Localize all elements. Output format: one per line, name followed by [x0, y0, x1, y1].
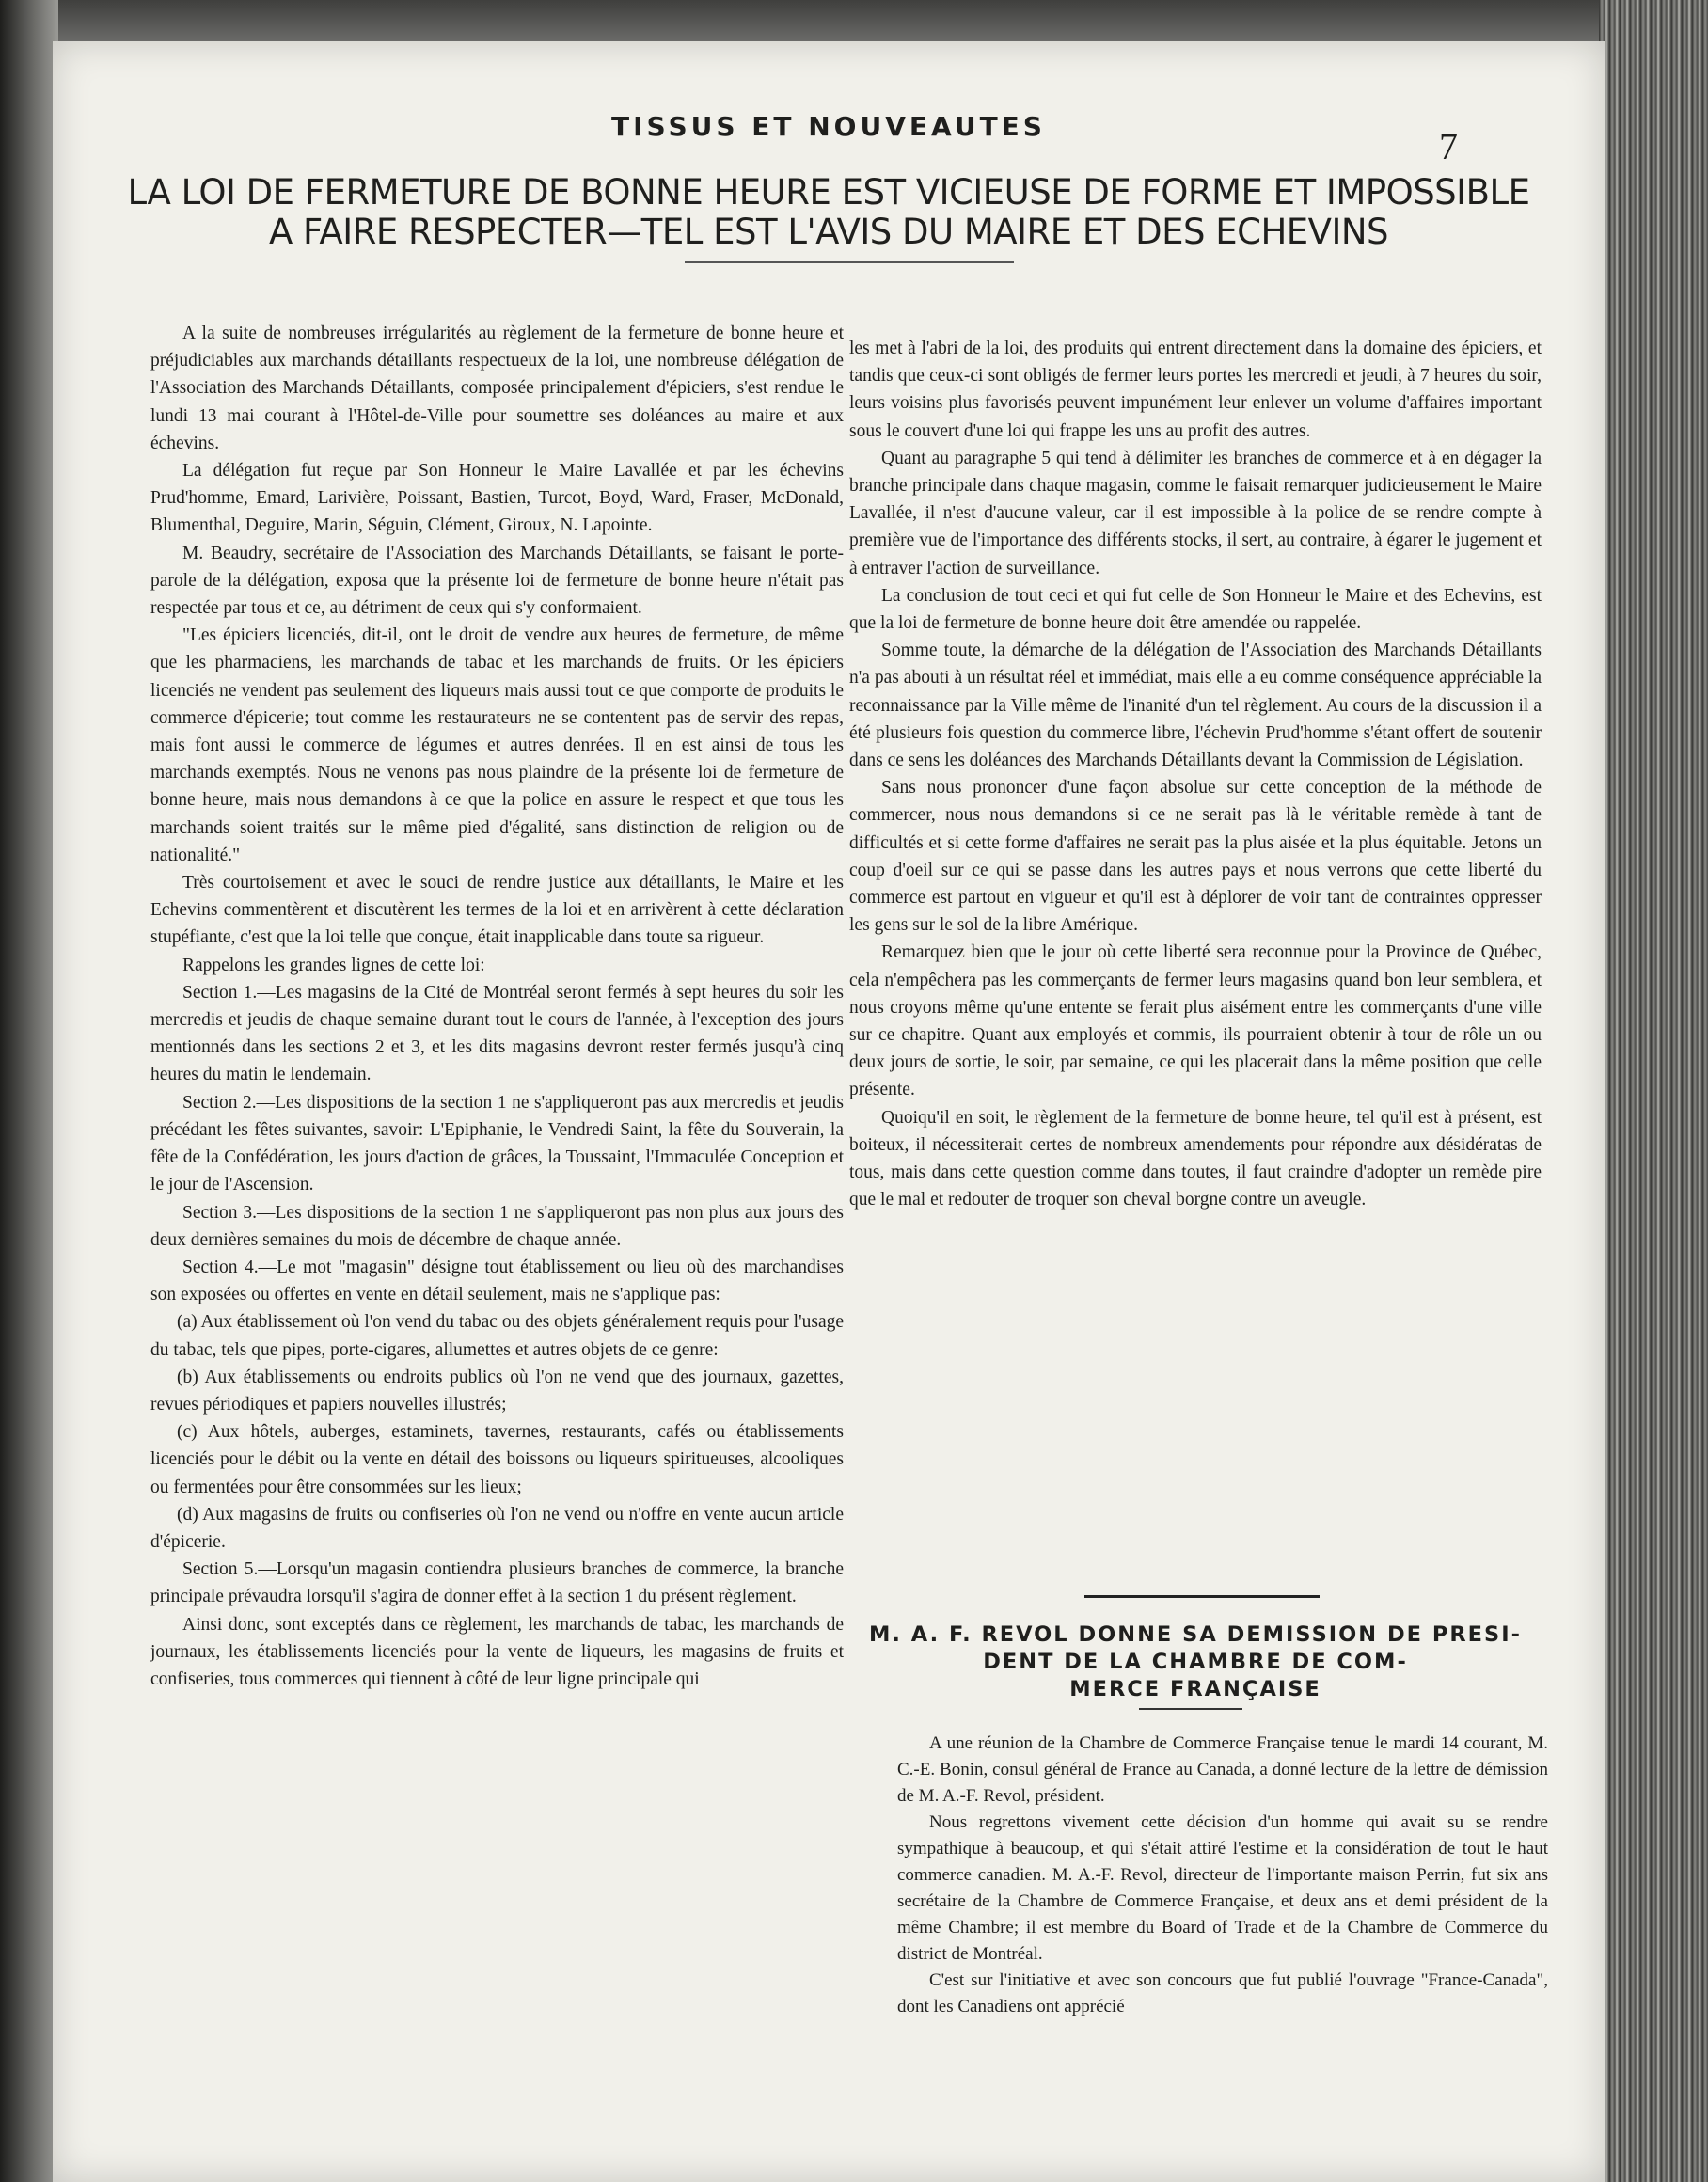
paragraph: Section 2.—Les dispositions de la section 1 ne s'appliqueront pas aux mercredis et jeudis précédant les fêtes suivantes, savoir: L'Epiphanie, le Vendredi Saint, la fête du Souverain, la fête de la Confédération, les jours d'action de grâces, la Toussaint, l'Immaculée Conception et le jour de l'Ascension.: [150, 1092, 844, 1195]
paragraph: A la suite de nombreuses irrégularités au règlement de la fermeture de bonne heure et préjudiciables aux marchands détaillants respectueux de la loi, une nombreuse délégation de l'Association des Marchands Détaillants, composée principalement d'épiciers, s'est rendue le lundi 13 mai courant à l'Hôtel-de-Ville pour soumettre ses doléances au maire et aux échevins.: [150, 324, 844, 453]
running-head: TISSUS ET NOUVEAUTES: [611, 111, 1046, 142]
paragraph: Quoiqu'il en soit, le règlement de la fermeture de bonne heure, tel qu'il est à présent, est boiteux, il nécessiterait certes de nombreux amendements pour répondre aux désidératas de tous, mais dans cette question comme dans toutes, il faut craindre d'adopter un remède pire que le mal et redouter de troquer son cheval borgne contre un aveugle.: [849, 1107, 1542, 1210]
article2-body: [897, 1731, 1548, 2020]
paragraph: (b) Aux établissements ou endroits publics où l'on ne vend que des journaux, gazettes, revues périodiques et papiers nouvelles illustrés;: [150, 1367, 844, 1415]
paragraph: (a) Aux établissement où l'on vend du tabac ou des objets généralement requis pour l'usage du tabac, tels que pipes, porte-cigares, allumettes et autres objets de ce genre:: [150, 1312, 844, 1360]
article-headline: [90, 173, 1567, 252]
left-column: [150, 320, 844, 1693]
right-column: [849, 335, 1542, 1214]
paragraph: Quant au paragraphe 5 qui tend à délimiter les branches de commerce et à en dégager la branche principale dans chaque magasin, comme le faisait remarquer judicieusement le Maire Lavallée, il n'est d'aucune valeur, car il est impossible à la police de se rendre compte à première vue de l'importance des différents stocks, il sert, au contraire, à égarer le jugement et à entraver l'action de surveillance.: [849, 448, 1542, 578]
paragraph: (c) Aux hôtels, auberges, estaminets, tavernes, restaurants, cafés ou établissements licenciés pour le débit ou la vente en détail des boissons ou liqueurs spiritueuses, alcooliques ou fermentées pour être consommées sur les lieux;: [150, 1422, 844, 1497]
paragraph: Rappelons les grandes lignes de cette loi:: [182, 955, 485, 975]
paragraph: Sans nous prononcer d'une façon absolue sur cette conception de la méthode de commercer, nous nous demandons si ce ne serait pas là le véritable remède à tant de difficultés et si cette forme d'affaires ne serait pas la plus aisée et la plus équitable. Jetons un coup d'oeil sur ce qui se passe dans les autres pays et nous verrons que cette liberté du commerce est partout en vigueur et qu'il est à déplorer de voir tant de contraintes oppresser les gens sur le sol de la libre Amérique.: [849, 778, 1542, 936]
magazine-page: [53, 41, 1605, 2182]
paragraph: Section 5.—Lorsqu'un magasin contiendra plusieurs branches de commerce, la branche principale prévaudra lorsqu'il s'agira de donner effet à la section 1 du présent règlement.: [150, 1559, 844, 1607]
paragraph: Section 1.—Les magasins de la Cité de Montréal seront fermés à sept heures du soir les mercredis et jeudis de chaque semaine durant tout le cours de l'année, à l'exception des jours mentionnés dans les sections 2 et 3, et les dits magasins devront rester fermés jusqu'à cinq heures du matin le lendemain.: [150, 982, 844, 1085]
article2-headline-line-1: M. A. F. REVOL DONNE SA DEMISSION DE PRESI-: [869, 1622, 1522, 1647]
paragraph: Nous regrettons vivement cette décision d'un homme qui avait su se rendre sympathique à beaucoup, et qui s'était attiré l'estime et la considération de tout le haut commerce canadien. M. A.-F. Revol, directeur de l'importante maison Perrin, fut six ans secrétaire de la Chambre de Commerce Française, et deux ans et demi président de la même Chambre; il est membre du Board of Trade et de la Chambre de Commerce du district de Montréal.: [897, 1812, 1548, 1964]
article2-headline: [849, 1621, 1542, 1703]
paragraph: Ainsi donc, sont exceptés dans ce règlement, les marchands de tabac, les marchands de journaux, les établissements licenciés pour la vente de liqueurs, les magasins de fruits et confiseries, tous commerces qui tiennent à côté de leur ligne principale qui: [150, 1614, 844, 1689]
headline-line-2: A FAIRE RESPECTER—TEL EST L'AVIS DU MAIRE ET DES ECHEVINS: [268, 212, 1389, 252]
article2-headline-line-3: MERCE FRANÇAISE: [1069, 1677, 1321, 1701]
paragraph: (d) Aux magasins de fruits ou confiseries où l'on ne vend ou n'offre en vente aucun article d'épicerie.: [150, 1504, 844, 1552]
book-spine: [1599, 0, 1708, 2182]
page-number: 7: [1439, 125, 1458, 167]
paragraph: A une réunion de la Chambre de Commerce Française tenue le mardi 14 courant, M. C.-E. Bonin, consul général de France au Canada, a donné lecture de la lettre de démission de M. A.-F. Revol, président.: [897, 1733, 1548, 1806]
paragraph: La conclusion de tout ceci et qui fut celle de Son Honneur le Maire et des Echevins, est que la loi de fermeture de bonne heure doit être amendée ou rappelée.: [849, 585, 1542, 634]
headline-divider: [685, 261, 1014, 263]
paragraph: Somme toute, la démarche de la délégation de l'Association des Marchands Détaillants n'a pas abouti à un résultat réel et immédiat, mais elle a eu comme conséquence appréciable la reconnaissance par la Ville même de l'inanité d'un tel règlement. Au cours de la discussion il a été plusieurs fois question du commerce libre, l'échevin Prud'homme s'étant offert de soutenir dans ce sens les doléances des Marchands Détaillants devant la Commission de Législation.: [849, 640, 1542, 771]
paragraph: Section 3.—Les dispositions de la section 1 ne s'appliqueront pas non plus aux jours des deux dernières semaines du mois de décembre de chaque année.: [150, 1202, 844, 1250]
paragraph: C'est sur l'initiative et avec son concours que fut publié l'ouvrage "France-Canada", dont les Canadiens ont apprécié: [897, 1970, 1548, 2016]
page-left-edge: [0, 0, 58, 2182]
article2-headline-line-2: DENT DE LA CHAMBRE DE COM-: [983, 1650, 1408, 1674]
paragraph: La délégation fut reçue par Son Honneur le Maire Lavallée et par les échevins Prud'homme, Emard, Larivière, Poissant, Bastien, Turcot, Boyd, Ward, Fraser, McDonald, Blumenthal, Deguire, Marin, Séguin, Clément, Giroux, N. Lapointe.: [150, 461, 844, 536]
paragraph: Remarquez bien que le jour où cette liberté sera reconnue pour la Province de Québec, cela n'empêchera pas les commerçants de fermer leurs magasins quand bon leur semblera, et nous croyons même qu'une entente se ferait plus aisément entre les commerçants d'une ville sur ce chapitre. Quant aux employés et commis, ils pourraient obtenir à tour de rôle un ou deux jours de sortie, le soir, par semaine, ce qui les placerait dans la même position que celle présente.: [849, 942, 1542, 1100]
paragraph: les met à l'abri de la loi, des produits qui entrent directement dans la domaine des épiciers, et tandis que ceux-ci sont obligés de fermer leurs portes les mercredi et jeudi, à 7 heures du soir, leurs voisins plus favorisés peuvent impunément leur enlever un volume d'affaires important sous le couvert d'une loi qui frappe les uns au profit des autres.: [849, 339, 1542, 441]
page-top-edge: [0, 0, 1708, 41]
article2-headline-divider: [1139, 1708, 1242, 1710]
paragraph: "Les épiciers licenciés, dit-il, ont le droit de vendre aux heures de fermeture, de même que les pharmaciens, les marchands de tabac et les marchands de fruits. Or les épiciers licenciés ne vendent pas seulement des liqueurs mais aussi tout ce que comporte de produits le commerce d'épicerie; tout comme les restaurateurs ne se contentent pas de servir des repas, mais font aussi le commerce de légumes et autres denrées. Il en est ainsi de tous les marchands exemptés. Nous ne venons pas nous plaindre de la présente loi de fermeture de bonne heure, mais nous demandons à ce que la police en assure le respect et que tous les marchands soient traités sur le même pied d'égalité, sans distinction de religion ou de nationalité.": [150, 625, 845, 865]
section-divider: [1084, 1595, 1320, 1598]
paragraph: M. Beaudry, secrétaire de l'Association des Marchands Détaillants, se faisant le porte-parole de la délégation, exposa que la présente loi de fermeture de bonne heure n'était pas respectée par tous et ce, au détriment de ceux qui s'y conformaient.: [150, 543, 844, 619]
headline-line-1: LA LOI DE FERMETURE DE BONNE HEURE EST VICIEUSE DE FORME ET IMPOSSIBLE: [127, 172, 1530, 213]
paragraph: Section 4.—Le mot "magasin" désigne tout établissement ou lieu où des marchandises son exposées ou offertes en vente en détail seulement, mais ne s'applique pas:: [150, 1257, 844, 1305]
paragraph: Très courtoisement et avec le souci de rendre justice aux détaillants, le Maire et les Echevins commentèrent et discutèrent les termes de la loi et en arrivèrent à cette déclaration stupéfiante, c'est que la loi telle que conçue, était inapplicable dans toute sa rigueur.: [150, 873, 844, 948]
